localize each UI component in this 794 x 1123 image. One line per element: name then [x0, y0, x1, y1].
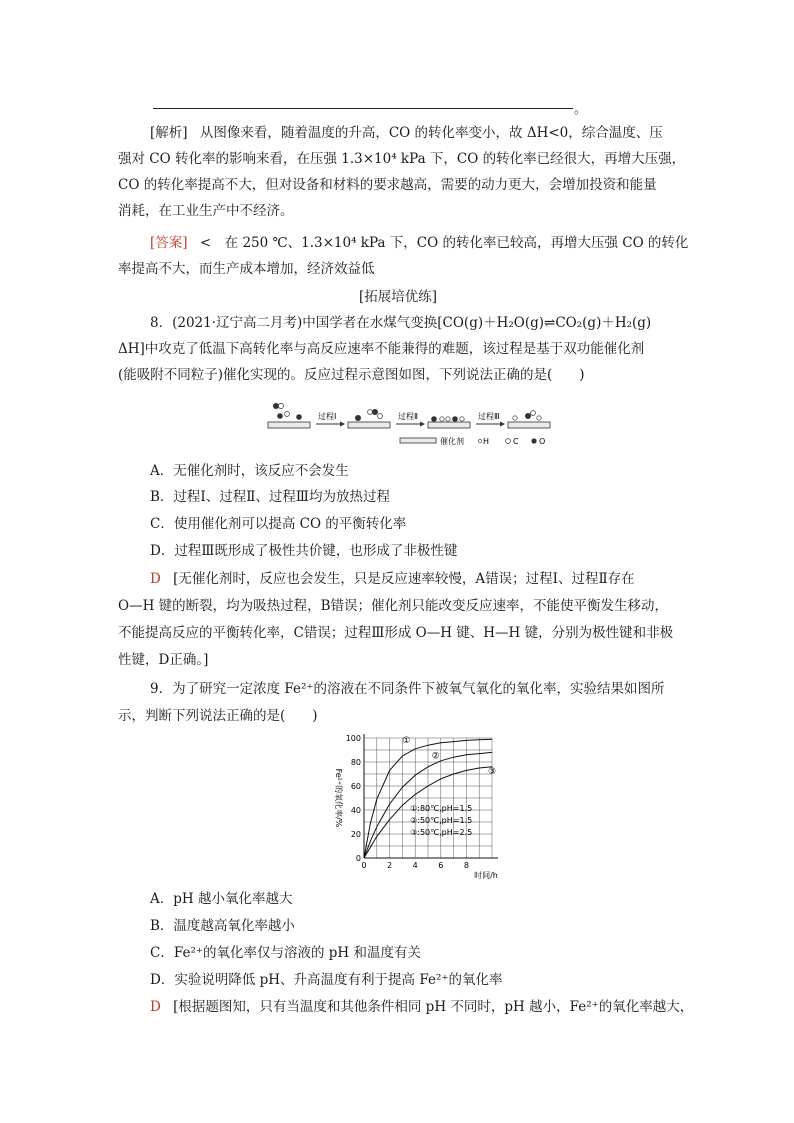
- y-tick-label: 60: [350, 782, 361, 791]
- legend-entry-3: ③:50℃,pH=2.5: [410, 828, 473, 838]
- legend-o: O: [539, 437, 546, 446]
- answer-blank-line: [153, 108, 573, 109]
- x-tick-label: 6: [438, 861, 444, 870]
- catalyst-stage-2: [428, 416, 470, 428]
- analysis-text: 从图像来看，随着温度的升高，CO 的转化率变小，故 ΔH<0，综合温度、压: [199, 125, 663, 141]
- q8-explanation-line-3: 不能提高反应的平衡转化率，C错误；过程Ⅲ形成 O—H 键、H—H 键，分别为极性键和非极: [118, 625, 674, 641]
- legend-h: H: [483, 437, 490, 446]
- arrow-step-2: [396, 411, 425, 427]
- step-label-1: 过程Ⅰ: [318, 412, 337, 421]
- reaction-process-diagram: [262, 392, 562, 452]
- y-tick-label: 80: [350, 758, 361, 767]
- x-tick-label: 8: [463, 861, 469, 870]
- q7-analysis-line-3: CO 的转化率提高不大，但对设备和材料的要求越高，需要的动力更大，会增加投资和能量: [118, 177, 657, 193]
- q9-option-a: A．pH 越小氧化率越大: [150, 891, 293, 907]
- chart-grid: [364, 735, 492, 858]
- q8-option-a: A．无催化剂时，该反应不会发生: [150, 463, 349, 479]
- q9-option-c: C．Fe²⁺的氧化率仅与溶液的 pH 和温度有关: [150, 945, 421, 961]
- q9-option-b: B．温度越高氧化率越小: [150, 918, 295, 934]
- q8-explanation-text: [无催化剂时，反应也会发生，只是反应速率较慢，A错误；过程Ⅰ、过程Ⅱ存在: [173, 571, 635, 587]
- diagram-legend: [400, 436, 545, 446]
- q7-analysis-line-1: [150, 124, 680, 142]
- step-label-2: 过程Ⅱ: [398, 412, 418, 421]
- answer-blank-end: 。: [574, 102, 588, 117]
- x-axis-label: 时间/h: [474, 871, 498, 880]
- analysis-tag: [解析]: [150, 125, 188, 141]
- q7-analysis-line-2: 强对 CO 转化率的影响来看，在压强 1.3×10⁴ kPa 下，CO 的转化率已经很大，再增大压强，: [118, 151, 686, 167]
- q7-analysis-line-4: 消耗，在工业生产中不经济。: [118, 203, 294, 219]
- q9-stem-line-2: 示，判断下列说法正确的是( ): [118, 708, 318, 724]
- y-tick-label: 100: [345, 734, 361, 743]
- q8-stem-line-2: ΔH]中攻克了低温下高转化率与高反应速率不能兼得的难题，该过程是基于双功能催化剂: [118, 341, 645, 357]
- answer-text: < 在 250 ℃、1.3×10⁴ kPa 下，CO 的转化率已较高，再增大压强 CO 的转化: [199, 235, 689, 251]
- step-label-3: 过程Ⅲ: [478, 412, 500, 421]
- q8-stem-line-1: 8．(2021·辽宁高二月考)中国学者在水煤气变换[CO(g)＋H₂O(g)⇌CO₂(g)＋H₂(g): [150, 315, 652, 331]
- x-tick-label: 0: [361, 861, 367, 870]
- arrow-step-3: [476, 411, 505, 427]
- fe2-oxidation-chart: [328, 728, 508, 880]
- q8-option-b: B．过程Ⅰ、过程Ⅱ、过程Ⅲ均为放热过程: [150, 489, 390, 505]
- y-axis-label: Fe²⁺的氧化率/%: [334, 768, 343, 828]
- answer-tag: [答案]: [150, 235, 188, 251]
- arrow-step-1: [316, 411, 345, 427]
- catalyst-stage-1: [348, 409, 390, 428]
- legend-entry-1: ①:80℃,pH=1.5: [410, 804, 473, 814]
- section-title: [拓展培优练]: [358, 289, 438, 305]
- q9-answer-letter: D: [150, 999, 161, 1015]
- catalyst-stage-3: [508, 411, 550, 428]
- x-tick-label: 4: [412, 861, 418, 870]
- q9-explanation-line-1: [150, 998, 694, 1016]
- q9-option-d: D．实验说明降低 pH、升高温度有利于提高 Fe²⁺的氧化率: [150, 972, 503, 988]
- x-tick-label: 2: [387, 861, 393, 870]
- catalyst-stage-0: [268, 403, 310, 428]
- q7-answer-line-1: [150, 234, 689, 252]
- y-tick-label: 0: [355, 854, 361, 863]
- q8-explanation-line-1: [150, 570, 680, 588]
- q9-explanation-text: [根据题图知，只有当温度和其他条件相同 pH 不同时，pH 越小，Fe²⁺的氧化率越大，: [173, 999, 694, 1015]
- q7-answer-line-2: 率提高不大，而生产成本增加，经济效益低: [118, 261, 375, 277]
- series-marker-1: ①: [402, 735, 411, 746]
- series-marker-2: ②: [431, 751, 440, 762]
- legend-catalyst: 催化剂: [440, 437, 464, 446]
- y-tick-label: 20: [350, 830, 361, 839]
- q8-explanation-line-2: O—H 键的断裂，均为吸热过程，B错误；催化剂只能改变反应速率，不能使平衡发生移动，: [118, 598, 669, 614]
- series-marker-3: ③: [487, 767, 497, 777]
- q8-stem-line-3: (能吸附不同粒子)催化实现的。反应过程示意图如图，下列说法正确的是( ): [118, 367, 585, 383]
- q9-stem-line-1: 9．为了研究一定浓度 Fe²⁺的溶液在不同条件下被氧气氧化的氧化率，实验结果如图所: [150, 681, 665, 697]
- q8-answer-letter: D: [150, 571, 161, 587]
- legend-entry-2: ②:50℃,pH=1.5: [410, 816, 473, 826]
- q8-option-d: D．过程Ⅲ既形成了极性共价键，也形成了非极性键: [150, 543, 458, 559]
- legend-c: C: [513, 437, 519, 446]
- q8-explanation-line-4: 性键，D正确。]: [118, 652, 209, 668]
- q8-option-c: C．使用催化剂可以提高 CO 的平衡转化率: [150, 516, 407, 532]
- y-tick-label: 40: [350, 806, 361, 815]
